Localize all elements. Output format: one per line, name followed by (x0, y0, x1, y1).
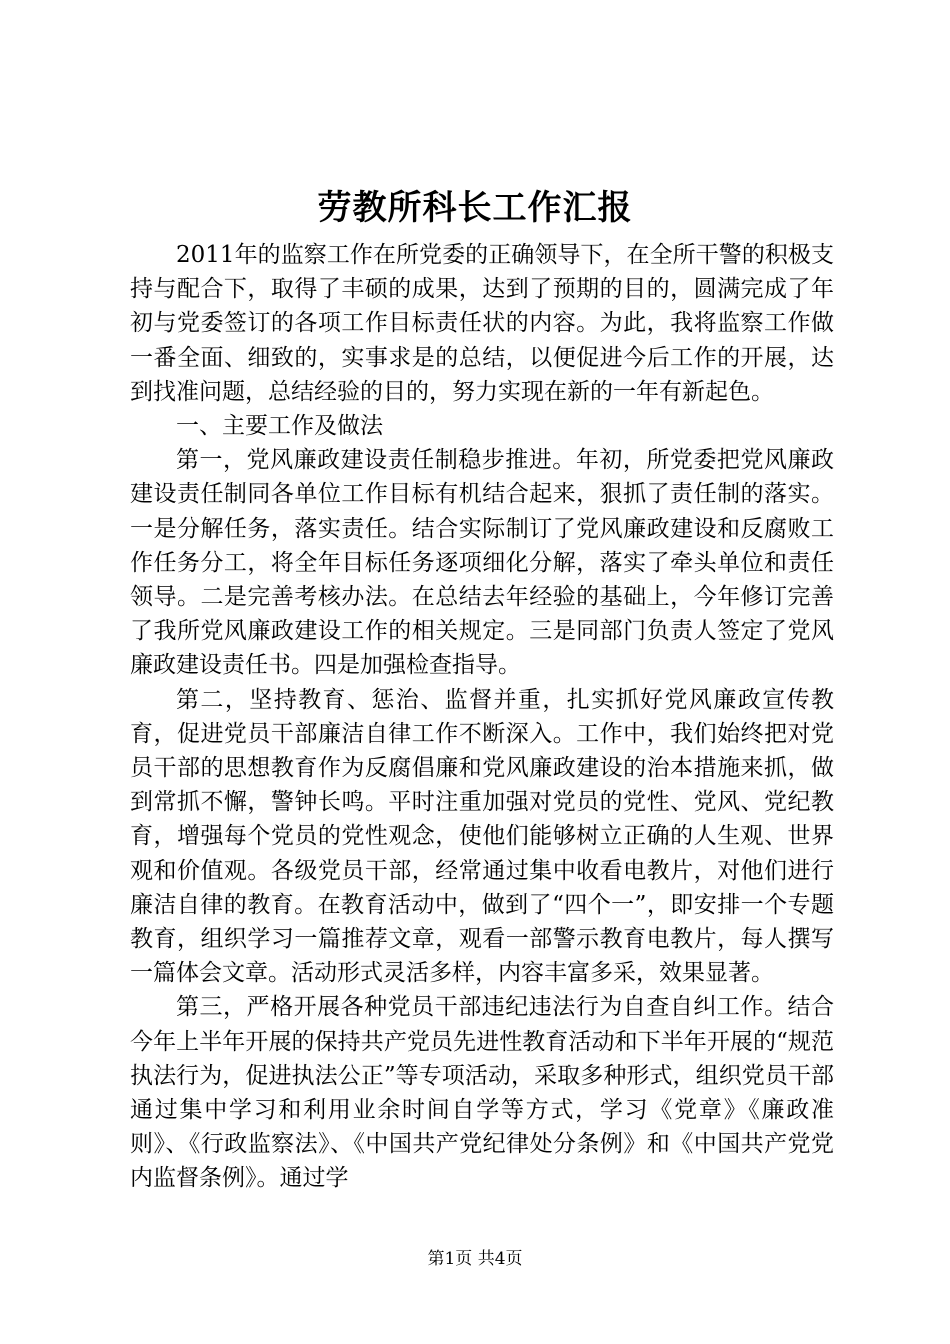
page-number-footer: 第1页 共4页 (427, 1249, 523, 1269)
paragraph-second: 第二，坚持教育、惩治、监督并重，扎实抓好党风廉政宣传教育，促进党员干部廉洁自律工作不断深入。工作中，我们始终把对党员干部的思想教育作为反腐倡廉和党风廉政建设的治本措施来抓，做到常抓不懈，警钟长鸣。平时注重加强对党员的党性、党风、党纪教育，增强每个党员的党性观念，使他们能够树立正确的人生观、世界观和价值观。各级党员干部，经常通过集中收看电教片，对他们进行廉洁自律的教育。在教育活动中，做到了“四个一”，即安排一个专题教育，组织学习一篇推荐文章，观看一部警示教育电教片，每人撰写一篇体会文章。活动形式灵活多样，内容丰富多采，效果显著。 (130, 686, 834, 987)
document-body (130, 238, 834, 1196)
section-heading: 一、主要工作及做法 (176, 413, 383, 440)
paragraph-first: 第一，党风廉政建设责任制稳步推进。年初，所党委把党风廉政建设责任制同各单位工作目标有机结合起来，狠抓了责任制的落实。一是分解任务，落实责任。结合实际制订了党风廉政建设和反腐败工作任务分工，将全年目标任务逐项细化分解，落实了牵头单位和责任领导。二是完善考核办法。在总结去年经验的基础上，今年修订完善了我所党风廉政建设工作的相关规定。三是同部门负责人签定了党风廉政建设责任书。四是加强检查指导。 (130, 447, 834, 679)
document-title: 劳教所科长工作汇报 (317, 188, 633, 228)
paragraph-third: 第三，严格开展各种党员干部违纪违法行为自查自纠工作。结合今年上半年开展的保持共产党员先进性教育活动和下半年开展的“规范执法行为，促进执法公正”等专项活动，采取多种形式，组织党员干部通过集中学习和利用业余时间自学等方式，学习《党章》《廉政准则》、《行政监察法》、《中国共产党纪律处分条例》和《中国共产党党内监督条例》。通过学 (130, 994, 834, 1192)
paragraph-intro: 2011年的监察工作在所党委的正确领导下，在全所干警的积极支持与配合下，取得了丰硕的成果，达到了预期的目的，圆满完成了年初与党委签订的各项工作目标责任状的内容。为此，我将监察工作做一番全面、细致的，实事求是的总结，以便促进今后工作的开展，达到找准问题，总结经验的目的，努力实现在新的一年有新起色。 (130, 242, 834, 405)
